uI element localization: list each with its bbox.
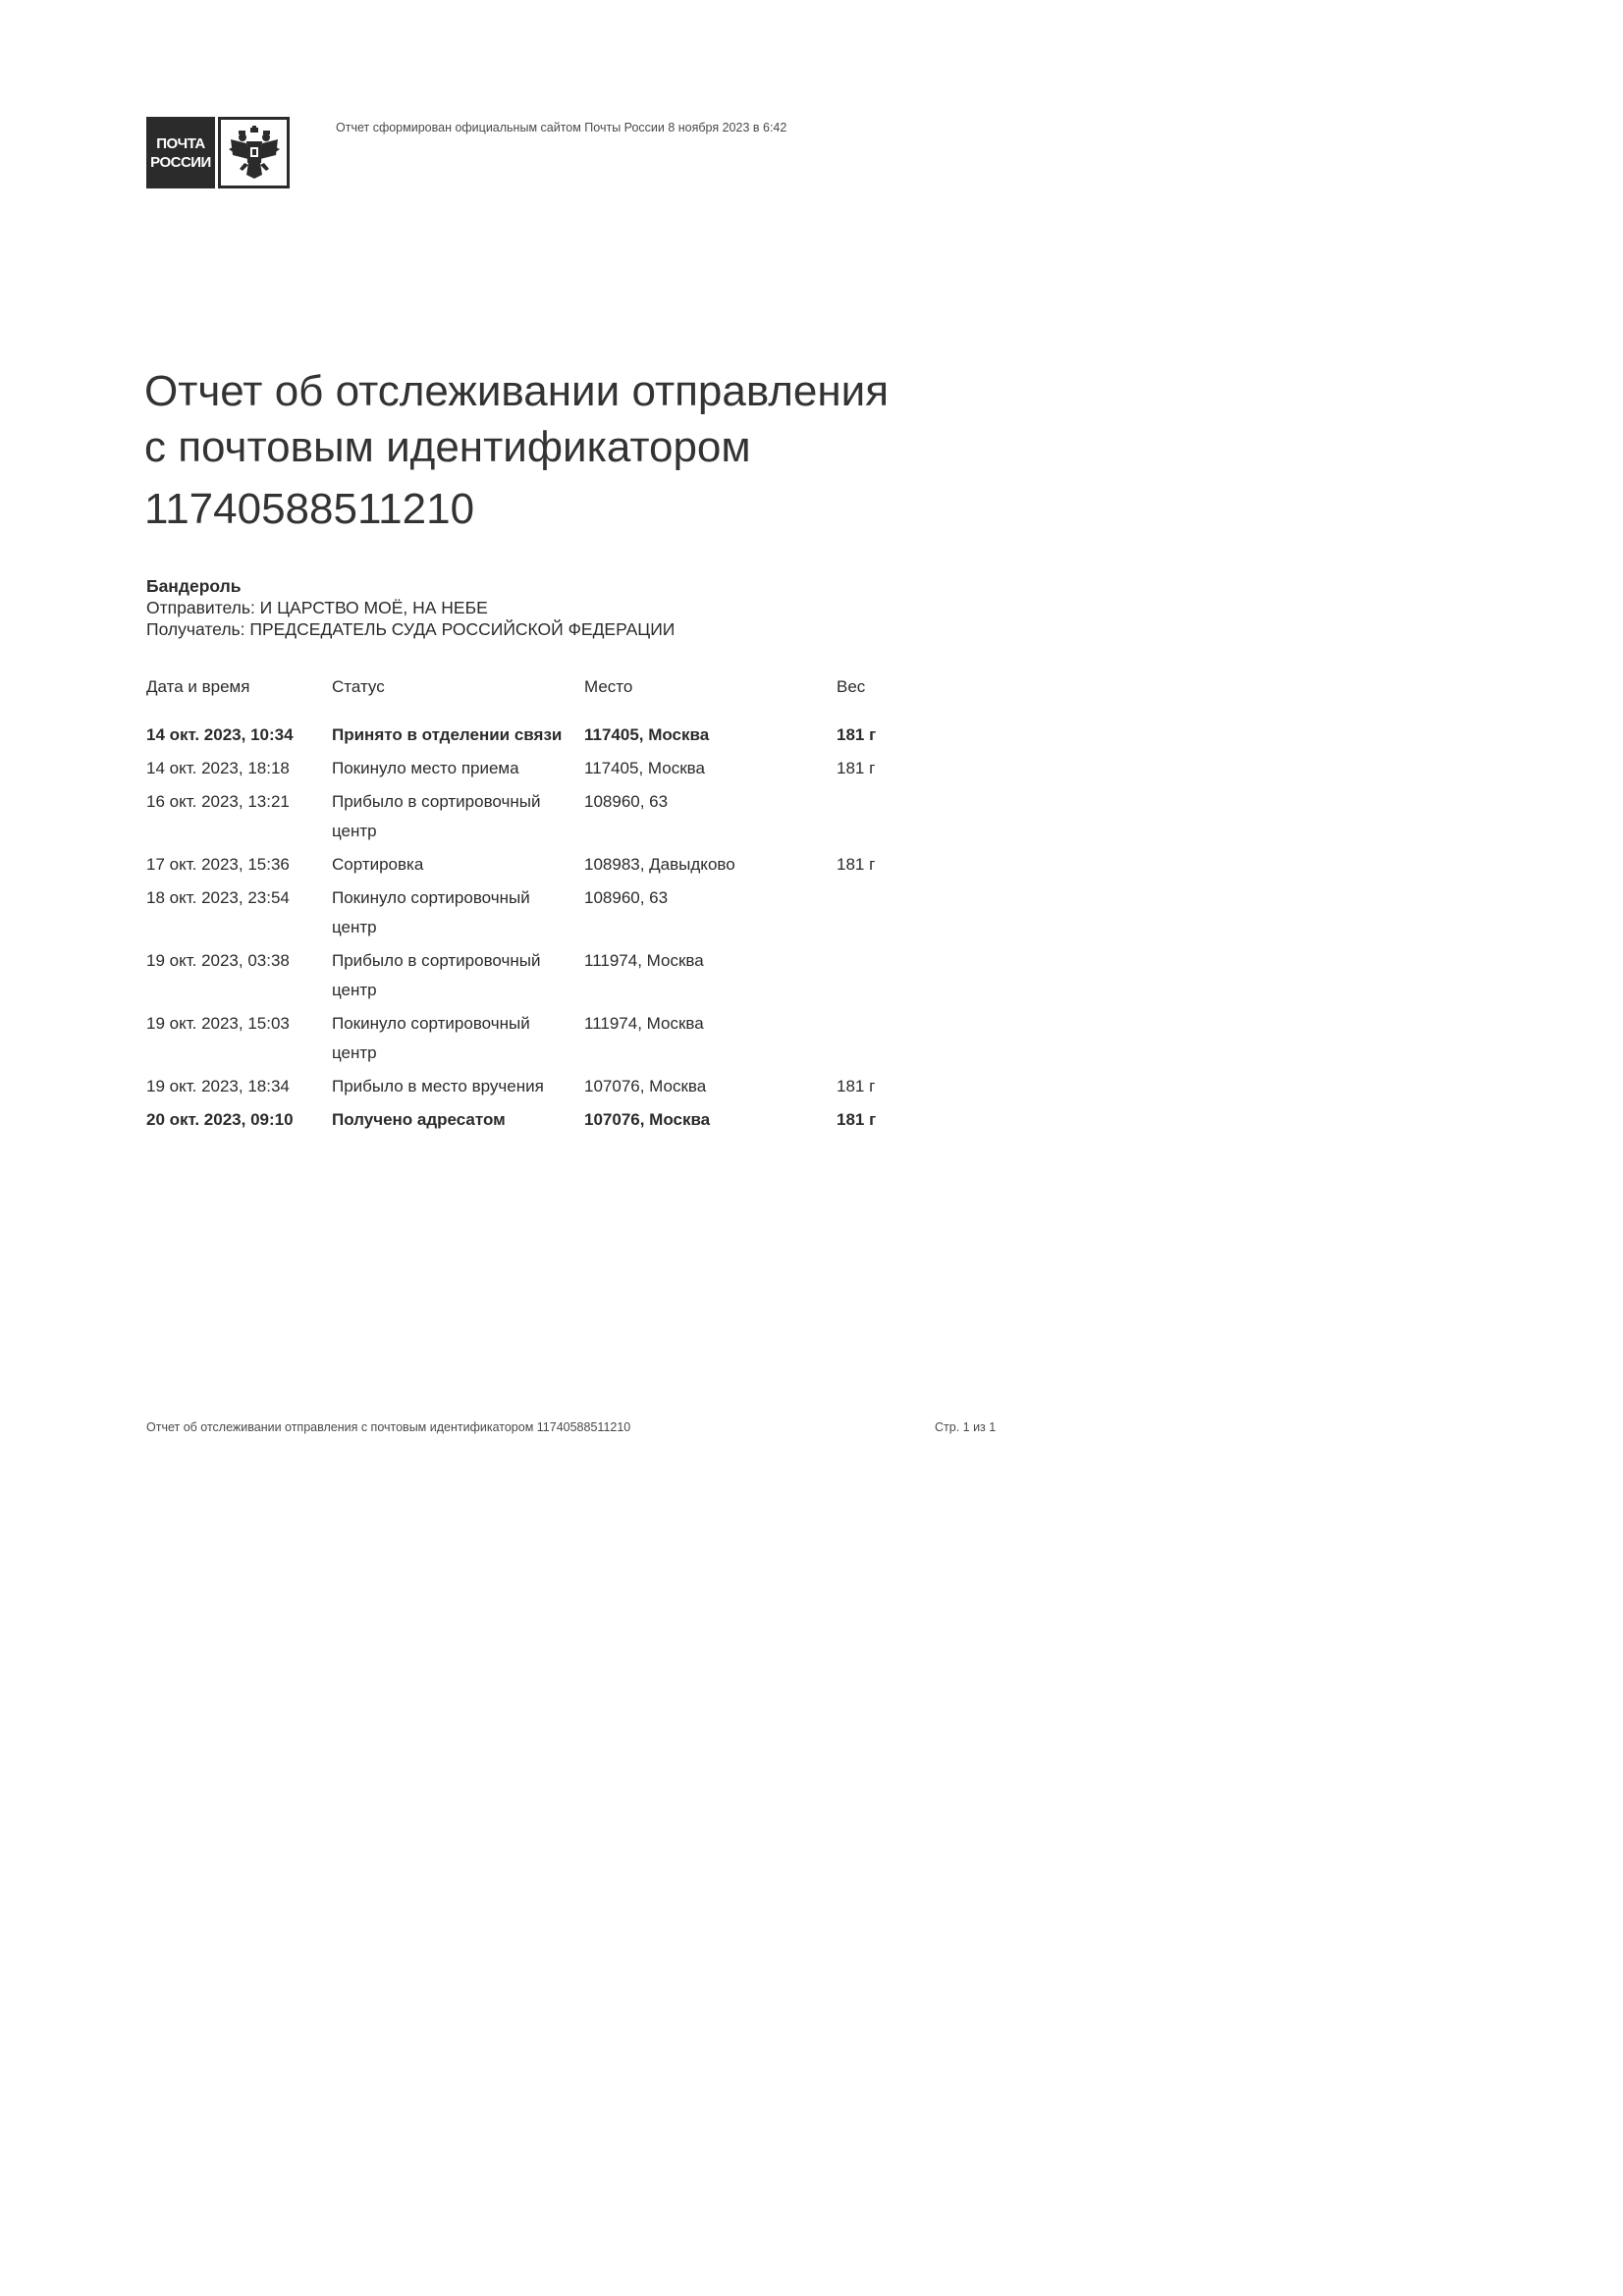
cell-weight [837, 883, 895, 946]
header-weight: Вес [837, 677, 866, 696]
cell-status [332, 754, 584, 787]
cell-date: 14 окт. 2023, 10:34 [146, 725, 294, 744]
cell-place: 117405, Москва [584, 759, 705, 777]
footer-report-title: Отчет об отслеживании отправления с почтовым идентификатором 11740588511210 [146, 1420, 631, 1434]
status-text: Прибыло в сортировочный центр [332, 792, 541, 840]
cell-status [332, 850, 584, 883]
cell-status [332, 721, 584, 754]
cell-place: 107076, Москва [584, 1077, 707, 1095]
cell-weight: 181 г [837, 759, 876, 777]
cell-place: 108960, 63 [584, 888, 669, 907]
cell-status [332, 1105, 584, 1139]
tracking-id: 11740588511210 [144, 485, 475, 533]
tracking-history-table [146, 677, 895, 1139]
cell-status [332, 1072, 584, 1105]
header-place: Место [584, 677, 633, 696]
table-row [146, 754, 895, 787]
status-text: Покинуло сортировочный центр [332, 888, 530, 936]
header-date: Дата и время [146, 677, 250, 696]
cell-date: 20 окт. 2023, 09:10 [146, 1110, 294, 1129]
cell-weight [837, 1009, 895, 1072]
logo-wordmark [146, 117, 215, 188]
pochta-rossii-logo [146, 117, 290, 188]
cell-weight: 181 г [837, 855, 876, 874]
cell-weight: 181 г [837, 1077, 876, 1095]
cell-place: 107076, Москва [584, 1110, 711, 1129]
footer-page-number: Стр. 1 из 1 [935, 1420, 997, 1434]
shipment-recipient: Получатель: ПРЕДСЕДАТЕЛЬ СУДА РОССИЙСКОЙ ФЕДЕРАЦИИ [146, 619, 676, 639]
status-text: Сортировка [332, 855, 424, 874]
cell-status [332, 1009, 584, 1072]
status-text: Покинуло место приема [332, 759, 519, 777]
table-header-row [146, 677, 895, 721]
cell-place: 117405, Москва [584, 725, 710, 744]
shipment-info [146, 575, 675, 640]
table-row [146, 946, 895, 1009]
cell-date: 19 окт. 2023, 03:38 [146, 951, 290, 970]
table-row [146, 883, 895, 946]
table-row [146, 1072, 895, 1105]
cell-status [332, 946, 584, 1009]
status-text: Принято в отделении связи [332, 725, 563, 744]
cell-weight: 181 г [837, 1110, 877, 1129]
cell-date: 17 окт. 2023, 15:36 [146, 855, 290, 874]
table-row [146, 1009, 895, 1072]
shipment-type: Бандероль [146, 576, 242, 596]
cell-place: 108960, 63 [584, 792, 669, 811]
shipment-sender: Отправитель: И ЦАРСТВО МОЁ, НА НЕБЕ [146, 598, 488, 617]
cell-place: 111974, Москва [584, 1014, 704, 1033]
cell-place: 111974, Москва [584, 951, 704, 970]
cell-status [332, 787, 584, 850]
cell-date: 19 окт. 2023, 18:34 [146, 1077, 290, 1095]
status-text: Получено адресатом [332, 1110, 506, 1129]
header-status: Статус [332, 677, 385, 696]
cell-status [332, 883, 584, 946]
double-headed-eagle-icon [218, 117, 290, 188]
status-text: Покинуло сортировочный центр [332, 1014, 530, 1062]
cell-date: 19 окт. 2023, 15:03 [146, 1014, 290, 1033]
cell-weight [837, 946, 895, 1009]
cell-weight: 181 г [837, 725, 877, 744]
cell-date: 18 окт. 2023, 23:54 [146, 888, 290, 907]
title-line1: Отчет об отслеживании отправления [144, 367, 890, 415]
table-row [146, 721, 895, 754]
logo-line1: ПОЧТА [156, 134, 205, 152]
table-row [146, 850, 895, 883]
status-text: Прибыло в сортировочный центр [332, 951, 541, 999]
page-title [144, 363, 889, 537]
status-text: Прибыло в место вручения [332, 1077, 544, 1095]
cell-place: 108983, Давыдково [584, 855, 735, 874]
cell-weight [837, 787, 895, 850]
cell-date: 16 окт. 2023, 13:21 [146, 792, 290, 811]
table-row [146, 1105, 895, 1139]
table-row [146, 787, 895, 850]
title-line2: с почтовым идентификатором [144, 423, 751, 471]
report-generated-note: Отчет сформирован официальным сайтом Почты России 8 ноября 2023 в 6:42 [336, 121, 787, 134]
logo-line2: РОССИИ [150, 153, 211, 171]
cell-date: 14 окт. 2023, 18:18 [146, 759, 290, 777]
